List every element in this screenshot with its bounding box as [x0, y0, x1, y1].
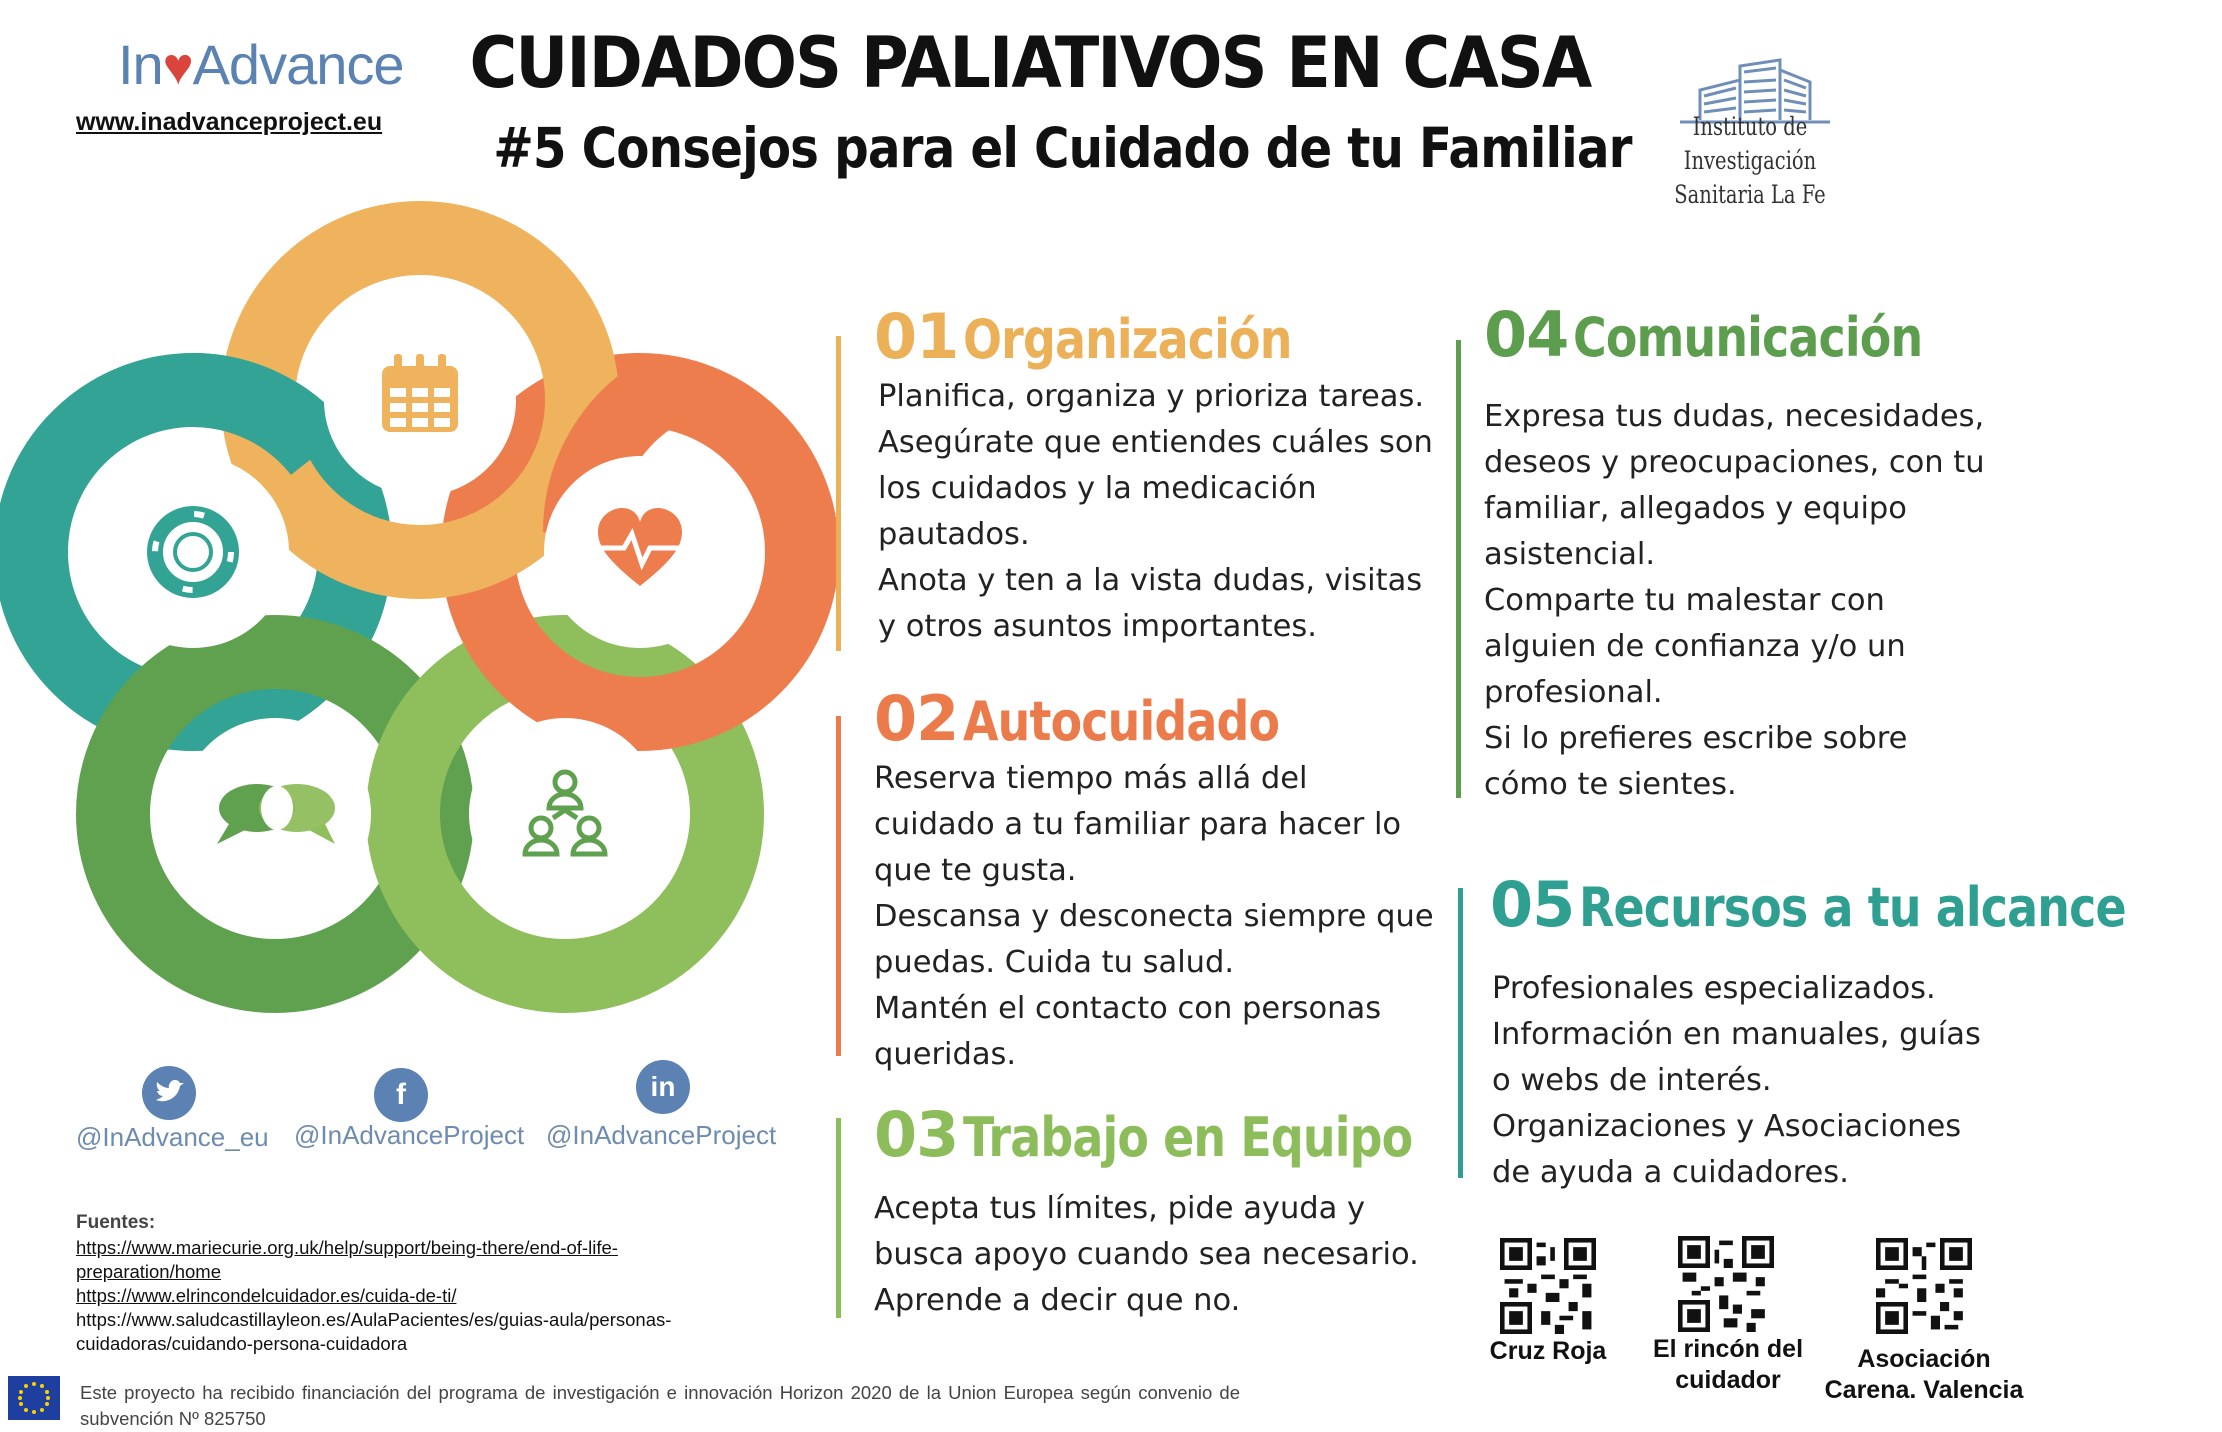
source-link-1b[interactable]: preparation/home: [76, 1261, 222, 1282]
facebook-icon[interactable]: f: [374, 1068, 428, 1122]
heart-icon: ♥: [162, 38, 193, 96]
section-04-bar: [1456, 340, 1461, 798]
source-link-2[interactable]: https://www.elrincondelcuidador.es/cuida-de-ti/: [76, 1285, 457, 1306]
page-title: CUIDADOS PALIATIVOS EN CASA: [469, 22, 1591, 104]
qr-label-asociacion-carena: Asociación Carena. Valencia: [1824, 1345, 2024, 1404]
section-03-body: Acepta tus límites, pide ayuda y busca apoyo cuando sea necesario. Aprende a decir que no.: [874, 1191, 1419, 1318]
section-05-bar: [1458, 888, 1463, 1178]
linkedin-handle[interactable]: @InAdvanceProject: [546, 1120, 777, 1150]
section-03-bar: [836, 1118, 841, 1318]
qr-code-cruz-roja[interactable]: [1500, 1238, 1596, 1334]
section-01-heading: [874, 300, 1349, 373]
section-04-heading: [1484, 298, 1984, 371]
twitter-handle[interactable]: @InAdvance_eu: [76, 1122, 269, 1152]
section-03-name: Trabajo en Equipo: [962, 1106, 1413, 1169]
section-04-number: 04: [1484, 298, 1569, 371]
page-subtitle: #5 Consejos para el Cuidado de tu Familiar: [493, 116, 1632, 180]
qr-label-rincon-cuidador: El rincón del cuidador: [1652, 1335, 1804, 1394]
section-04-name: Comunicación: [1572, 306, 1923, 369]
section-04-body: Expresa tus dudas, necesidades, deseos y preocupaciones, con tu familiar, allegados y equipo asistencial. Comparte tu malestar con alguien de confianza y/o un profesional. Si lo prefieres escribe sobre cómo te sientes.: [1484, 399, 1985, 802]
care-wheel-diagram: [20, 222, 832, 1002]
qr-code-rincon-cuidador[interactable]: [1678, 1236, 1774, 1332]
institute-line-1: Instituto de Investigación: [1683, 112, 1817, 175]
twitter-icon[interactable]: [142, 1066, 196, 1120]
linkedin-icon[interactable]: in: [636, 1060, 690, 1114]
inadvance-logo: [118, 32, 404, 97]
section-02-heading: [874, 682, 1335, 755]
section-05-heading: [1490, 868, 2222, 941]
source-text-3a: https://www.saludcastillayleon.es/AulaPacientes/es/guias-aula/personas-: [76, 1309, 672, 1330]
website-link[interactable]: www.inadvanceproject.eu: [76, 108, 383, 136]
section-01-name: Organización: [962, 308, 1292, 371]
section-03-heading: [874, 1098, 1491, 1171]
section-01-body: Planifica, organiza y prioriza tareas. Asegúrate que entiendes cuáles son los cuidados y la medicación pautados. Anota y ten a la vista dudas, visitas y otros asuntos importantes.: [878, 379, 1433, 644]
source-link-1a[interactable]: https://www.mariecurie.org.uk/help/support/being-there/end-of-life-: [76, 1237, 618, 1258]
section-05-body: Profesionales especializados. Información en manuales, guías o webs de interés. Organizaciones y Asociaciones de ayuda a cuidadores.: [1492, 971, 1981, 1190]
institute-name: [1649, 110, 1852, 212]
section-01-bar: [836, 336, 841, 651]
section-05-name: Recursos a tu alcance: [1578, 876, 2126, 939]
funding-notice: Este proyecto ha recibido financiación del programa de investigación e innovación Horizon 2020 de la Union Europea según convenio de subvención Nº 825750: [80, 1382, 1240, 1429]
qr-code-asociacion-carena[interactable]: [1876, 1238, 1972, 1334]
section-05-number: 05: [1490, 868, 1575, 941]
section-02-number: 02: [874, 682, 959, 755]
source-text-3b: cuidadoras/cuidando-persona-cuidadora: [76, 1333, 408, 1354]
section-01-number: 01: [874, 300, 959, 373]
section-02-body: Reserva tiempo más allá del cuidado a tu familiar para hacer lo que te gusta. Descansa y desconecta siempre que puedas. Cuida tu salud. Mantén el contacto con personas queridas.: [874, 761, 1434, 1072]
sources-label: Fuentes:: [76, 1212, 156, 1233]
facebook-handle[interactable]: @InAdvanceProject: [294, 1120, 525, 1150]
logo-text-advance: Advance: [192, 33, 404, 96]
qr-label-cruz-roja: Cruz Roja: [1489, 1337, 1607, 1365]
institute-line-2: Sanitaria La Fe: [1674, 180, 1826, 209]
section-03-number: 03: [874, 1098, 959, 1171]
eu-flag-icon: [8, 1376, 60, 1420]
logo-text-in: In: [118, 33, 163, 96]
section-02-bar: [836, 716, 841, 1056]
section-02-name: Autocuidado: [962, 690, 1280, 753]
